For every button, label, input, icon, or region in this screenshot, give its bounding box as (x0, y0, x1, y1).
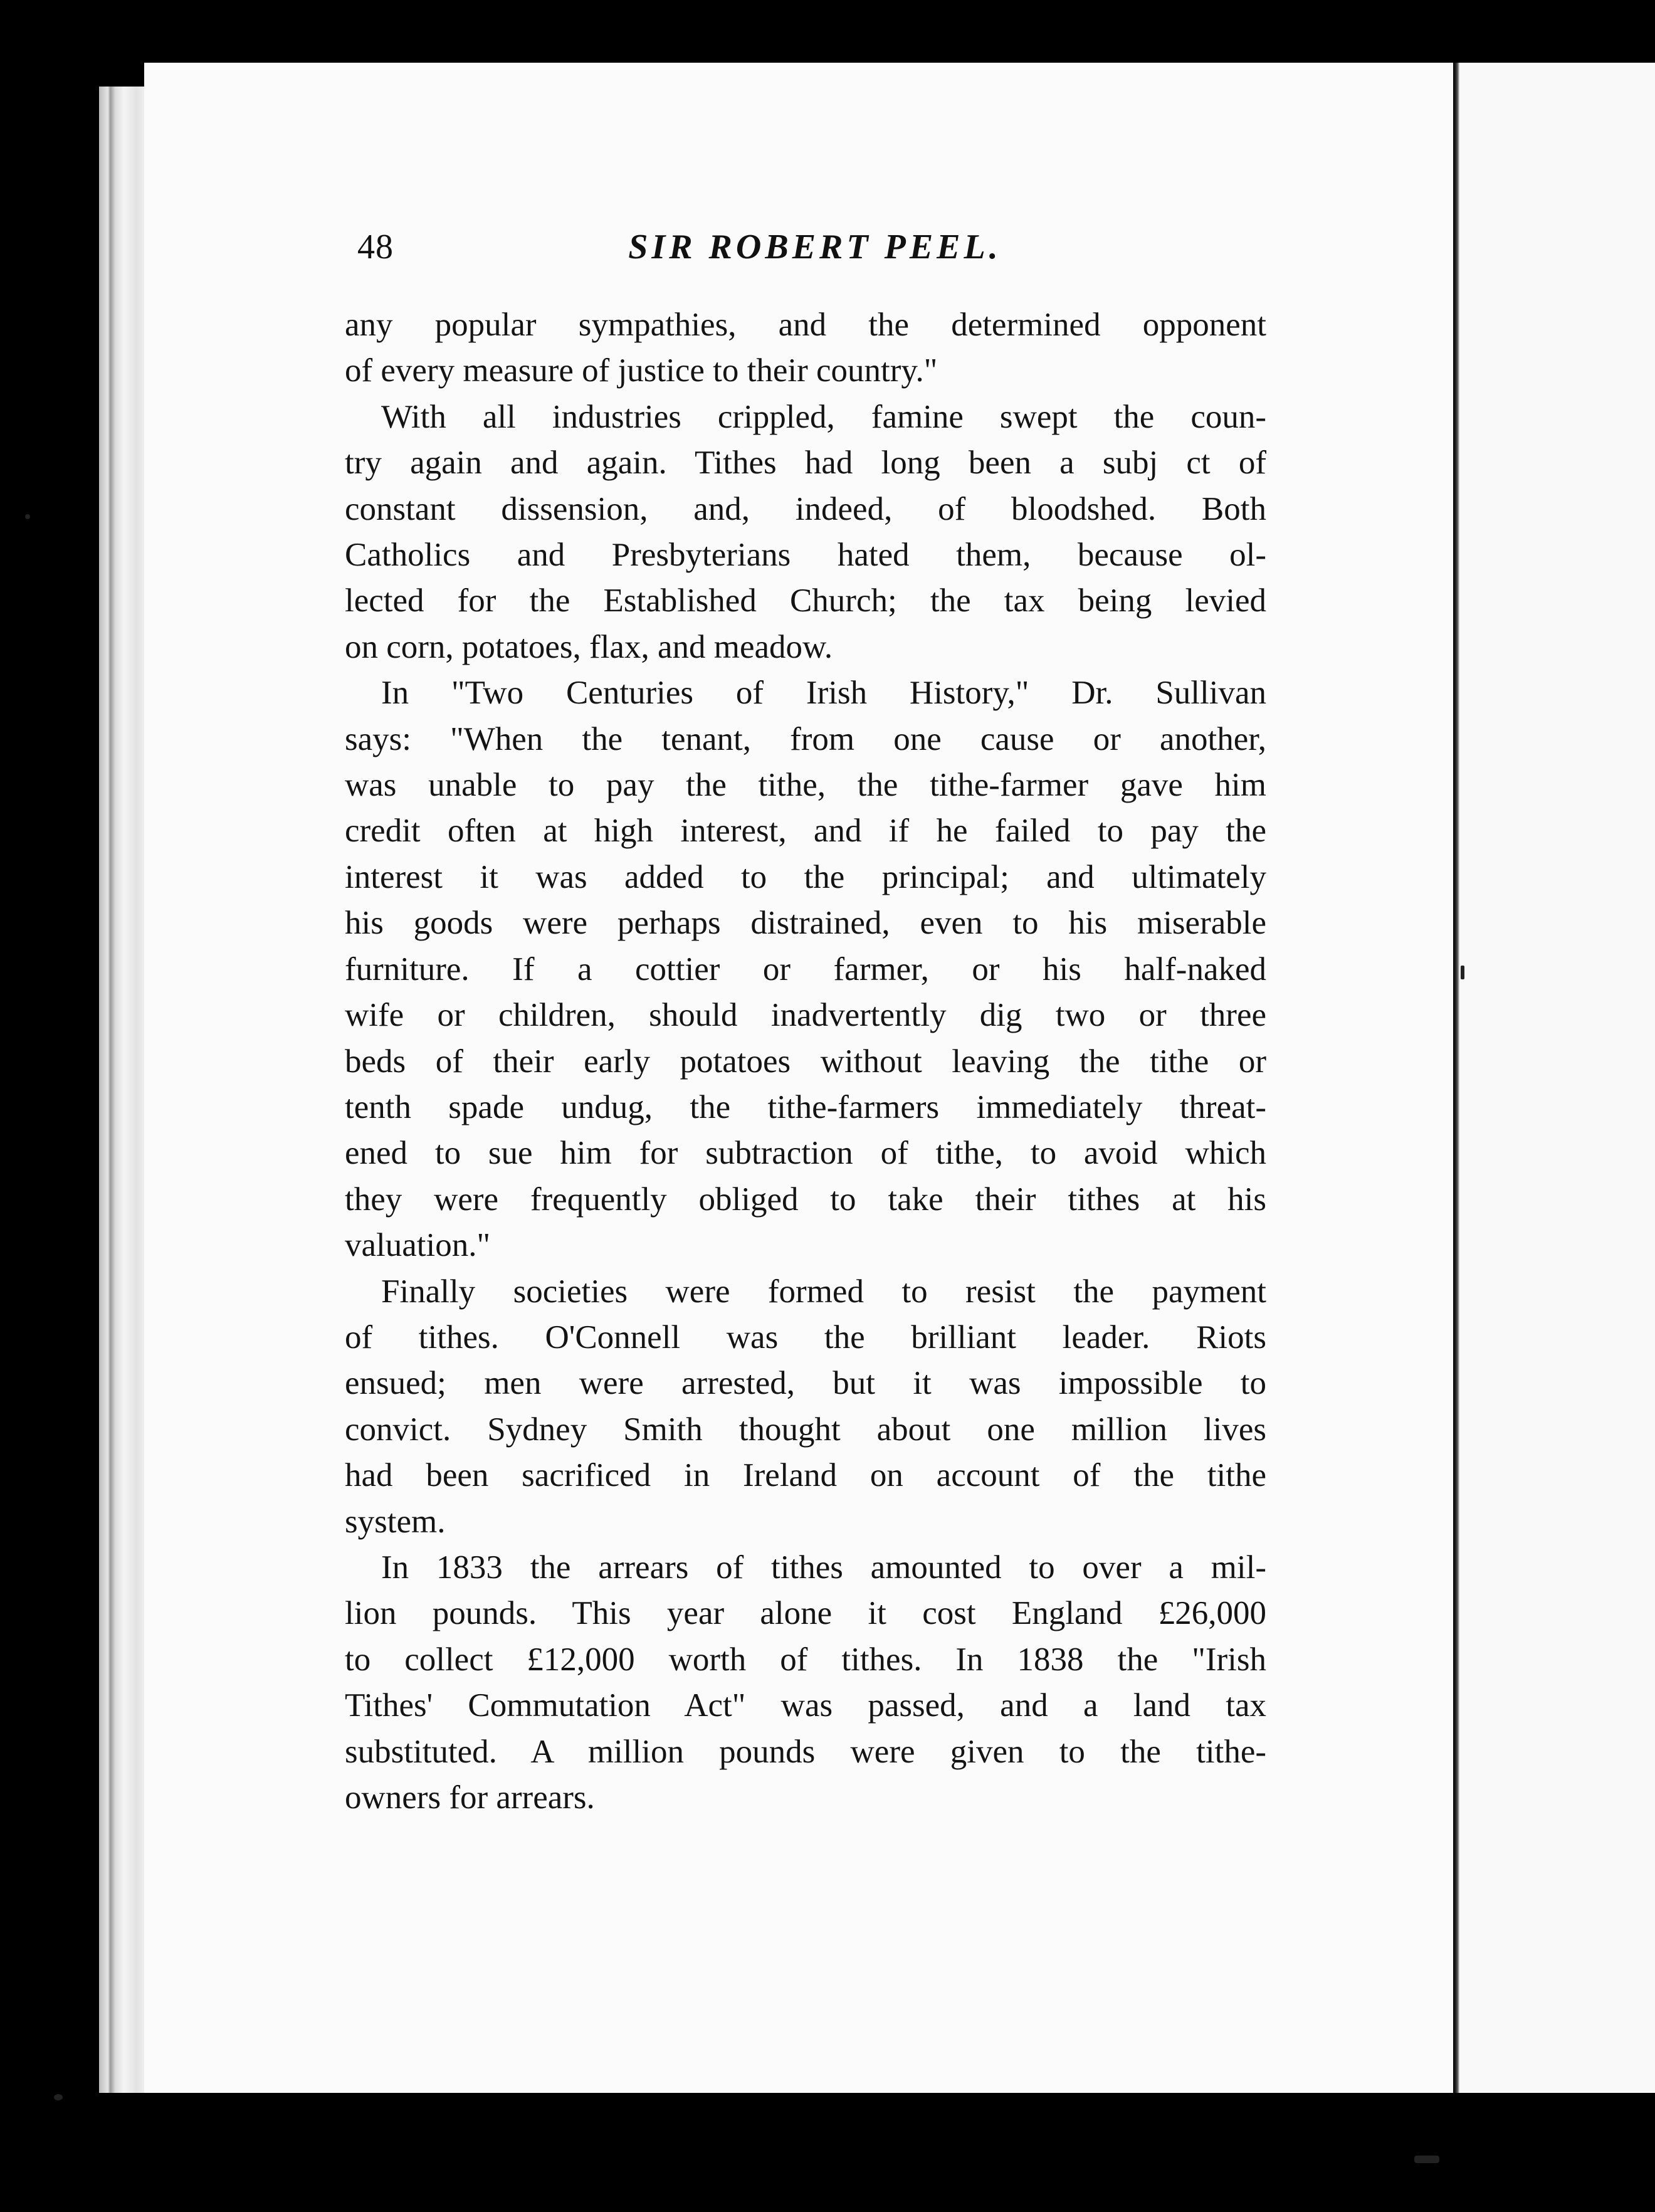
text-line: was unable to pay the tithe, the tithe-farmer gave him (345, 767, 1266, 804)
scan-speck (1414, 2156, 1439, 2163)
text-line: In "Two Centuries of Irish History," Dr. Sullivan (381, 675, 1266, 712)
text-line: valuation." (345, 1227, 491, 1264)
text-line: lion pounds. This year alone it cost England £26,000 (345, 1595, 1266, 1632)
text-line: With all industries crippled, famine swept the coun- (381, 398, 1266, 435)
text-line: lected for the Established Church; the tax being levied (345, 582, 1266, 619)
scan-speck (25, 514, 30, 519)
text-line: any popular sympathies, and the determined opponent (345, 307, 1266, 343)
text-line: had been sacrificed in Ireland on account of the tithe (345, 1457, 1266, 1494)
facing-page (1456, 63, 1655, 2093)
text-line: convict. Sydney Smith thought about one million lives (345, 1411, 1266, 1448)
text-line: owners for arrears. (345, 1779, 595, 1816)
body-text (345, 302, 1266, 1821)
text-line: system. (345, 1503, 446, 1540)
text-line: beds of their early potatoes without leaving the tithe or (345, 1043, 1266, 1080)
running-head (357, 227, 1273, 265)
text-line: Tithes' Commutation Act" was passed, and a land tax (345, 1687, 1266, 1724)
text-line: ened to sue him for subtraction of tithe, to avoid which (345, 1135, 1266, 1172)
text-line: In 1833 the arrears of tithes amounted to over a mil- (381, 1549, 1266, 1586)
text-line: tenth spade undug, the tithe-farmers immediately threat- (345, 1088, 1266, 1125)
text-line: to collect £12,000 worth of tithes. In 1838 the "Irish (345, 1641, 1266, 1678)
text-line: on corn, potatoes, flax, and meadow. (345, 628, 833, 665)
text-line: Finally societies were formed to resist the payment (381, 1273, 1266, 1310)
text-line: his goods were perhaps distrained, even to his miserable (345, 905, 1266, 942)
text-line: they were frequently obliged to take their tithes at his (345, 1181, 1266, 1218)
text-line: says: "When the tenant, from one cause or another, (345, 720, 1266, 757)
text-line: of every measure of justice to their country." (345, 352, 938, 389)
text-line: try again and again. Tithes had long been a subj ct of (345, 445, 1266, 482)
text-line: furniture. If a cottier or farmer, or his half-naked (345, 951, 1266, 988)
page-edge (99, 87, 149, 2093)
text-line: wife or children, should inadvertently dig two or three (345, 997, 1266, 1034)
page-number: 48 (357, 228, 394, 266)
text-line: interest it was added to the principal; and ultimately (345, 858, 1266, 895)
scan-speck (1461, 966, 1464, 979)
text-line: Catholics and Presbyterians hated them, because ol- (345, 537, 1266, 574)
running-title: SIR ROBERT PEEL. (628, 228, 1002, 266)
text-line: substituted. A million pounds were given to the tithe- (345, 1733, 1266, 1770)
text-line: constant dissension, and, indeed, of bloodshed. Both (345, 490, 1266, 527)
text-line: ensued; men were arrested, but it was impossible to (345, 1365, 1266, 1402)
text-line: of tithes. O'Connell was the brilliant leader. Riots (345, 1319, 1266, 1356)
gutter (1453, 63, 1459, 2093)
scan-speck (54, 2094, 63, 2100)
text-line: credit often at high interest, and if he failed to pay the (345, 813, 1266, 850)
